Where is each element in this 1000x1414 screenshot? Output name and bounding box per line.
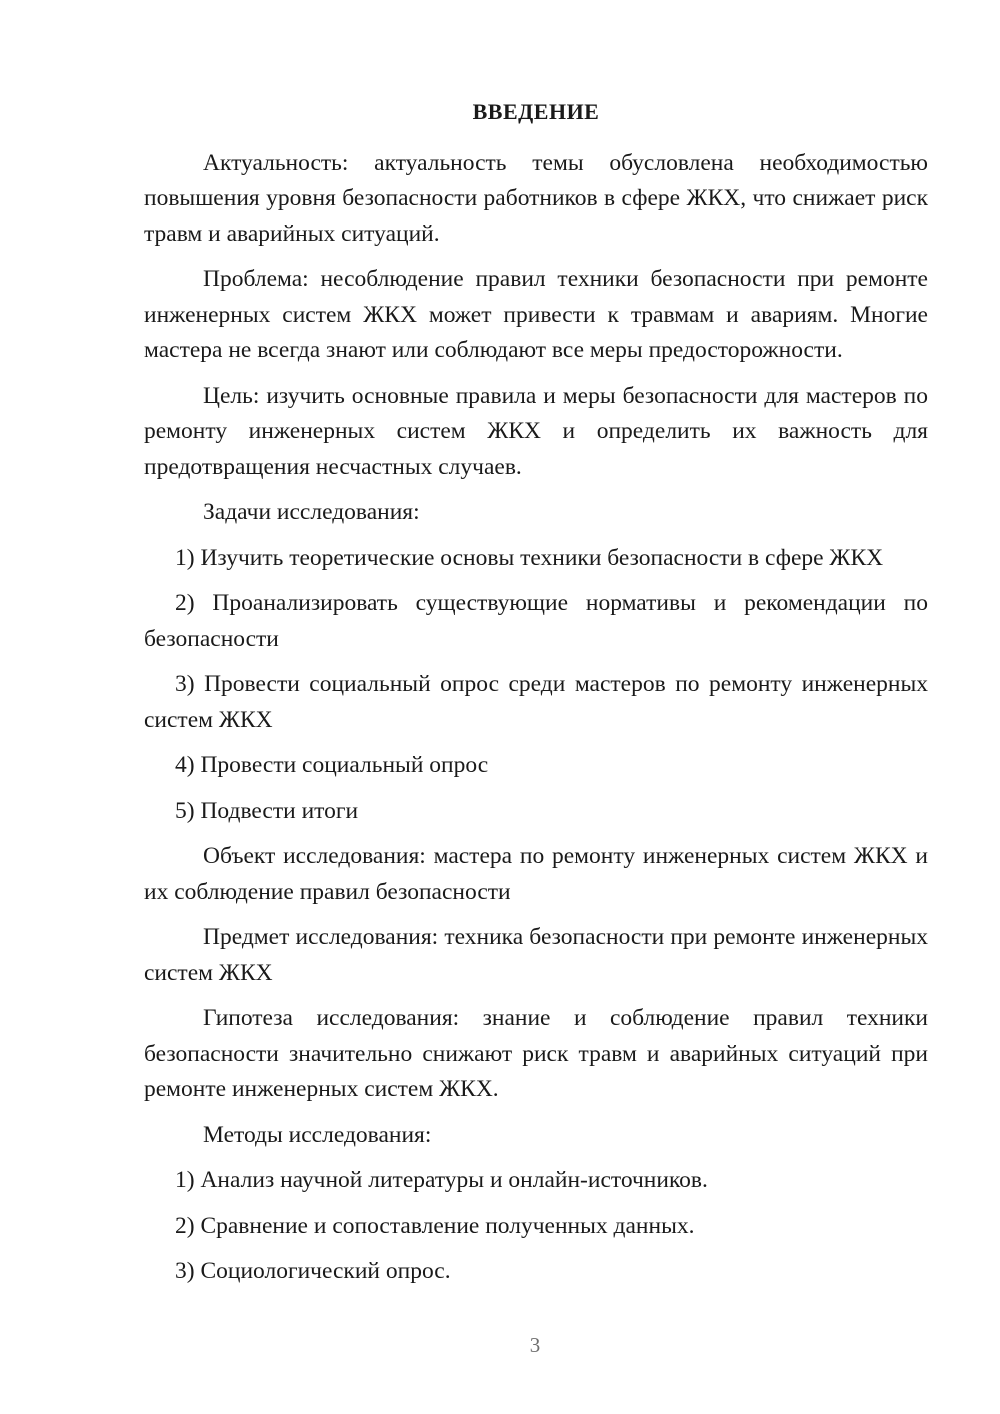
object-paragraph: Объект исследования: мастера по ремонту инженерных систем ЖКХ и их соблюдение правил безопасности xyxy=(144,843,928,905)
task-item-1: 1) Изучить теоретические основы техники безопасности в сфере ЖКХ xyxy=(175,544,884,571)
page-content xyxy=(144,94,928,1300)
methods-heading: Методы исследования: xyxy=(203,1121,432,1148)
tasks-heading: Задачи исследования: xyxy=(203,499,420,525)
page-title: ВВЕДЕНИЕ xyxy=(472,99,600,124)
method-item-3: 3) Социологический опрос. xyxy=(175,1258,451,1284)
method-item-1: 1) Анализ научной литературы и онлайн-источников. xyxy=(175,1167,708,1193)
problem-paragraph: Проблема: несоблюдение правил техники безопасности при ремонте инженерных систем ЖКХ может привести к травмам и авариям. Многие мастера не всегда знают или соблюдают все меры предосторожности. xyxy=(144,266,928,363)
goal-paragraph: Цель: изучить основные правила и меры безопасности для мастеров по ремонту инженерных систем ЖКХ и определить их важность для предотвращения несчастных случаев. xyxy=(144,382,928,480)
subject-paragraph: Предмет исследования: техника безопасности при ремонте инженерных систем ЖКХ xyxy=(144,924,928,986)
task-item-5: 5) Подвести итоги xyxy=(175,797,359,824)
task-item-4: 4) Провести социальный опрос xyxy=(175,752,489,778)
relevance-paragraph: Актуальность: актуальность темы обусловлена необходимостью повышения уровня безопасности работников в сфере ЖКХ, что снижает риск травм и аварийных ситуаций. xyxy=(144,149,928,247)
task-item-2: 2) Проанализировать существующие нормативы и рекомендации по безопасности xyxy=(144,590,928,652)
hypothesis-paragraph: Гипотеза исследования: знание и соблюдение правил техники безопасности значительно снижают риск травм и аварийных ситуаций при ремонте инженерных систем ЖКХ. xyxy=(144,1005,928,1102)
method-item-2: 2) Сравнение и сопоставление полученных данных. xyxy=(175,1212,695,1239)
task-item-3: 3) Провести социальный опрос среди мастеров по ремонту инженерных систем ЖКХ xyxy=(144,671,928,733)
page-number: 3 xyxy=(529,1333,541,1357)
